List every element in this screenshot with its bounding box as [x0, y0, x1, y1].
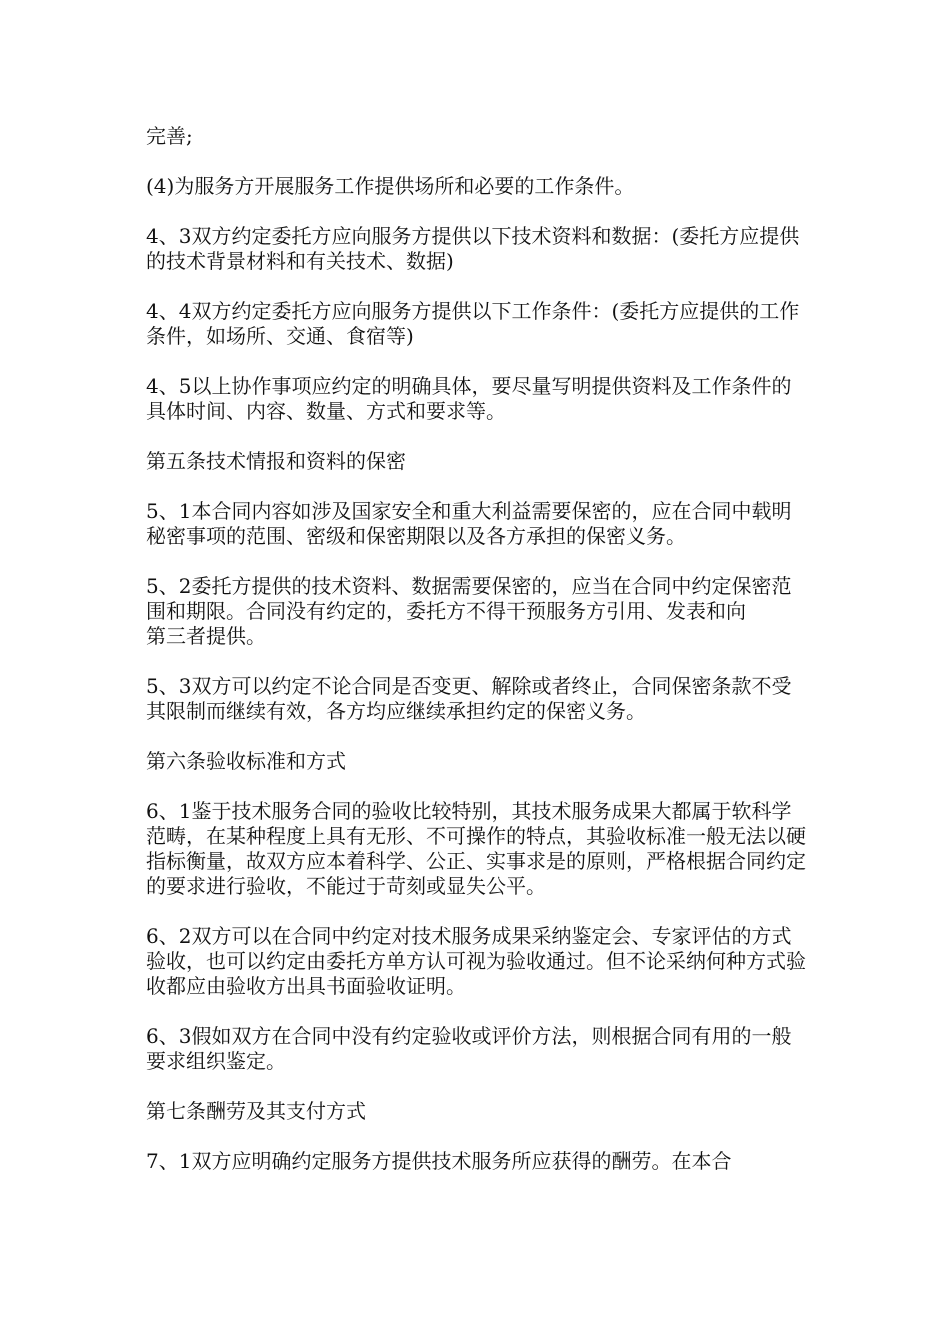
section-heading-6: 第六条验收标准和方式 — [146, 749, 346, 773]
paragraph-1: 完善; — [146, 124, 193, 148]
paragraph-9: 6、1鉴于技术服务合同的验收比较特别，其技术服务成果大都属于软科学范畴，在某种程度上具有无形、不可操作的特点，其验收标准一般无法以硬指标衡量，故双方应本着科学、公正、实事求是的原则，严格根据合同约定的要求进行验收，不能过于苛刻或显失公平。 — [146, 799, 806, 898]
paragraph-3: 4、3双方约定委托方应向服务方提供以下技术资料和数据：(委托方应提供的技术背景材料和有关技术、数据) — [146, 224, 800, 273]
section-heading-5: 第五条技术情报和资料的保密 — [146, 449, 406, 473]
section-heading-7: 第七条酬劳及其支付方式 — [146, 1099, 366, 1123]
document-body — [146, 124, 810, 1199]
paragraph-7: 5、2委托方提供的技术资料、数据需要保密的，应当在合同中约定保密范围和期限。合同没有约定的，委托方不得干预服务方引用、发表和向 — [146, 574, 792, 623]
paragraph-6: 5、1本合同内容如涉及国家安全和重大利益需要保密的，应在合同中载明秘密事项的范围、密级和保密期限以及各方承担的保密义务。 — [146, 499, 792, 548]
paragraph-4: 4、4双方约定委托方应向服务方提供以下工作条件：(委托方应提供的工作条件，如场所、交通、食宿等) — [146, 299, 800, 348]
paragraph-5: 4、5以上协作事项应约定的明确具体，要尽量写明提供资料及工作条件的具体时间、内容、数量、方式和要求等。 — [146, 374, 792, 423]
paragraph-11: 6、3假如双方在合同中没有约定验收或评价方法，则根据合同有用的一般要求组织鉴定。 — [146, 1024, 792, 1073]
paragraph-12: 7、1双方应明确约定服务方提供技术服务所应获得的酬劳。在本合 — [146, 1149, 732, 1173]
paragraph-8: 5、3双方可以约定不论合同是否变更、解除或者终止，合同保密条款不受其限制而继续有效，各方均应继续承担约定的保密义务。 — [146, 674, 792, 723]
paragraph-7-continued: 第三者提供。 — [146, 624, 266, 648]
paragraph-10: 6、2双方可以在合同中约定对技术服务成果采纳鉴定会、专家评估的方式验收，也可以约定由委托方单方认可视为验收通过。但不论采纳何种方式验收都应由验收方出具书面验收证明。 — [146, 924, 806, 998]
paragraph-2: (4)为服务方开展服务工作提供场所和必要的工作条件。 — [146, 174, 635, 198]
